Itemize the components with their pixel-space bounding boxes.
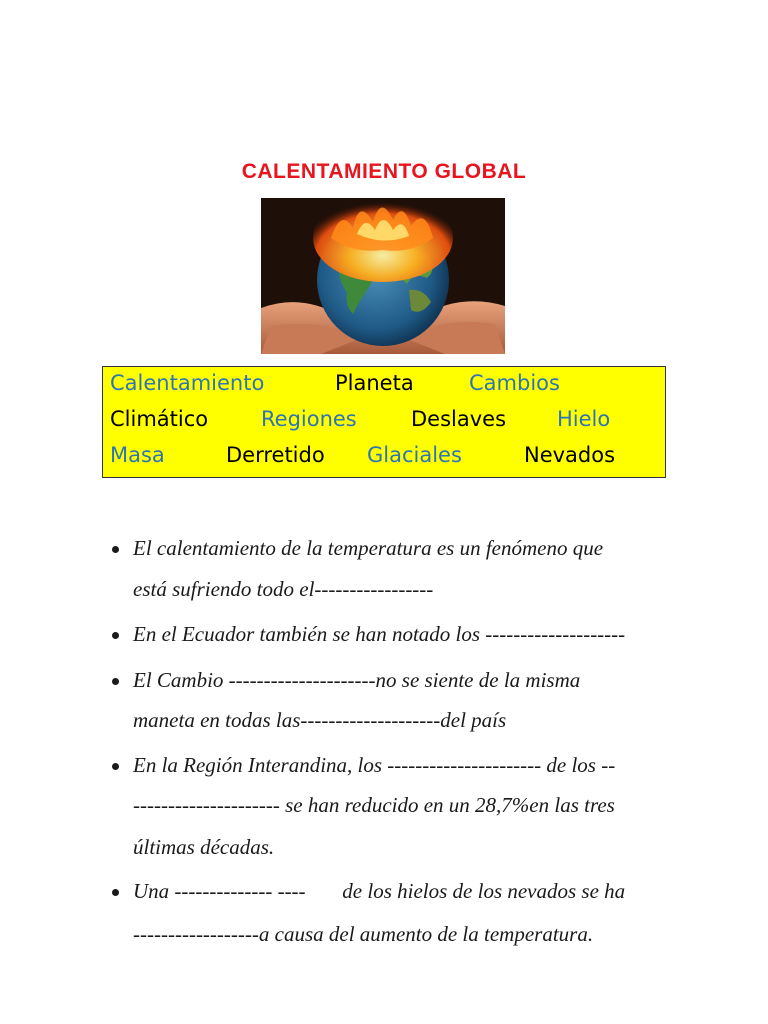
exercise-line: --------------------- se han reducido en un 28,7%en las tres <box>133 793 615 817</box>
exercise-line: está sufriendo todo el----------------- <box>133 577 434 601</box>
word-bank-word: Regiones <box>261 407 357 431</box>
word-bank-word: Calentamiento <box>110 371 265 395</box>
word-bank-word: Masa <box>110 443 165 467</box>
exercise-line: ------------------a causa del aumento de la temperatura. <box>133 922 594 946</box>
exercise-line: maneta en todas las--------------------del país <box>133 708 507 732</box>
bullet-dot <box>112 763 119 770</box>
exercise-line: El Cambio ---------------------no se siente de la misma <box>133 668 581 692</box>
exercise-line: últimas décadas. <box>133 835 275 859</box>
bullet-dot <box>112 678 119 685</box>
word-bank-word: Hielo <box>557 407 611 431</box>
word-bank-word: Planeta <box>335 371 414 395</box>
exercise-line: En la Región Interandina, los ---------------------- de los -- <box>133 753 616 777</box>
page-title: CALENTAMIENTO GLOBAL <box>241 160 527 183</box>
word-bank-word: Climático <box>110 407 209 431</box>
word-bank-word: Derretido <box>226 443 325 467</box>
word-bank-word: Deslaves <box>411 407 507 431</box>
word-bank-word: Glaciales <box>367 443 462 467</box>
exercise-line: Una -------------- ---- de los hielos de los nevados se ha <box>133 879 626 903</box>
word-bank-word: Nevados <box>524 443 616 467</box>
exercise-line: En el Ecuador también se han notado los -------------------- <box>133 622 626 646</box>
bullet-dot <box>112 546 119 553</box>
word-bank-word: Cambios <box>469 371 560 395</box>
bullet-dot <box>112 632 119 639</box>
bullet-dot <box>112 889 119 896</box>
exercise-line: El calentamiento de la temperatura es un fenómeno que <box>133 536 604 560</box>
